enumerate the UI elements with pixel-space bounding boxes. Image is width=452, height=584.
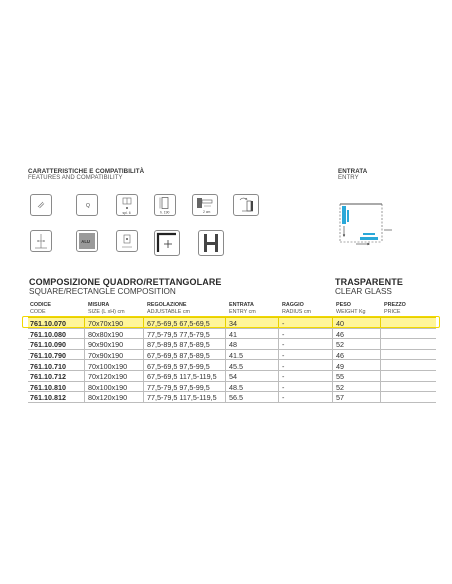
cell-code: 761.10.090 <box>30 340 66 350</box>
col-code-sub: CODE <box>30 308 46 315</box>
cell-radius: - <box>282 350 285 360</box>
cell-radius: - <box>282 393 285 403</box>
table-row <box>28 349 436 360</box>
cell-weight: 52 <box>336 382 344 392</box>
table-row <box>28 391 436 402</box>
cell-size: 90x90x190 <box>88 340 124 350</box>
cell-entry: 45.5 <box>229 361 243 371</box>
square-icon-label: Q <box>86 203 90 209</box>
cell-entry: 34 <box>229 319 237 329</box>
composition-table <box>28 302 436 403</box>
table-row <box>28 317 436 328</box>
cell-adjust: 67,5-69,5 117,5-119,5 <box>147 372 217 382</box>
col-size-header: MISURA <box>88 302 110 308</box>
col-size-sub: SIZE (L xH) cm <box>88 308 125 315</box>
col-weight-header: PESO <box>336 302 351 308</box>
col-adjust-header: REGOLAZIONE <box>147 302 187 308</box>
cell-code: 761.10.790 <box>30 350 66 360</box>
col-entry-header: ENTRATA <box>229 302 254 308</box>
mm6-icon-label: spl. 6 <box>122 211 131 215</box>
table-row <box>28 359 436 370</box>
table-row <box>28 370 436 381</box>
cell-size: 70x90x190 <box>88 350 124 360</box>
handle-icon <box>116 230 138 252</box>
cell-code: 761.10.812 <box>30 393 66 403</box>
col-price-header: PREZZO <box>384 302 406 308</box>
entry-subtitle: ENTRY <box>338 175 359 181</box>
cell-adjust: 77,5-79,5 77,5-79,5 <box>147 329 210 339</box>
cell-entry: 56.5 <box>229 393 243 403</box>
glass-subtitle: CLEAR GLASS <box>335 287 392 296</box>
cell-code: 761.10.070 <box>30 319 66 329</box>
cell-size: 70x70x190 <box>88 319 124 329</box>
cell-entry: 41 <box>229 329 237 339</box>
composition-subtitle: SQUARE/RECTANGLE COMPOSITION <box>29 287 176 296</box>
cell-adjust: 87,5-89,5 87,5-89,5 <box>147 340 210 350</box>
sliding-door-icon <box>30 230 52 252</box>
col-radius-header: RAGGIO <box>282 302 304 308</box>
cell-entry: 54 <box>229 372 237 382</box>
col-weight-sub: WEIGHT Kg <box>336 308 366 315</box>
cell-weight: 57 <box>336 393 344 403</box>
cell-radius: - <box>282 340 285 350</box>
cell-weight: 40 <box>336 319 344 329</box>
reversible-icon <box>233 194 259 216</box>
profile2cm-icon <box>192 194 218 216</box>
cell-code: 761.10.810 <box>30 382 66 392</box>
table-row <box>28 328 436 339</box>
cell-adjust: 77,5-79,5 97,5-99,5 <box>147 382 210 392</box>
cell-weight: 46 <box>336 329 344 339</box>
cell-code: 761.10.080 <box>30 329 66 339</box>
profile2cm-icon-label: 2 cm <box>203 210 211 214</box>
cell-code: 761.10.712 <box>30 372 66 382</box>
alu-icon-label: ALU <box>81 239 90 244</box>
table-header <box>28 302 436 317</box>
cell-radius: - <box>282 372 285 382</box>
cell-weight: 46 <box>336 350 344 360</box>
alu-icon <box>76 230 98 252</box>
table-row <box>28 338 436 349</box>
cell-size: 80x80x190 <box>88 329 124 339</box>
square-icon <box>76 194 98 216</box>
col-entry-sub: ENTRY cm <box>229 308 256 315</box>
cell-size: 80x100x190 <box>88 382 128 392</box>
features-title: CARATTERISTICHE E COMPATIBILITÀ <box>28 168 145 175</box>
cell-entry: 41.5 <box>229 350 243 360</box>
cell-size: 70x120x190 <box>88 372 128 382</box>
cell-radius: - <box>282 329 285 339</box>
entry-title: ENTRATA <box>338 168 368 175</box>
cell-adjust: 67,5-69,5 67,5-69,5 <box>147 319 210 329</box>
cell-weight: 52 <box>336 340 344 350</box>
cell-size: 70x100x190 <box>88 361 128 371</box>
cell-radius: - <box>282 361 285 371</box>
cell-adjust: 67,5-69,5 97,5-99,5 <box>147 361 210 371</box>
height190-icon <box>154 194 176 216</box>
col-radius-sub: RADIUS cm <box>282 308 312 315</box>
cell-adjust: 77,5-79,5 117,5-119,5 <box>147 393 217 403</box>
cell-entry: 48.5 <box>229 382 243 392</box>
cell-adjust: 67,5-69,5 87,5-89,5 <box>147 350 210 360</box>
col-code-header: CODICE <box>30 302 51 308</box>
mm6-icon <box>116 194 138 216</box>
cell-radius: - <box>282 382 285 392</box>
height190-icon-label: h. 190 <box>160 210 170 215</box>
cell-size: 80x120x190 <box>88 393 128 403</box>
cell-radius: - <box>282 319 285 329</box>
composition-title: COMPOSIZIONE QUADRO/RETTANGOLARE <box>29 277 222 287</box>
corner-plus-icon <box>154 230 180 256</box>
col-adjust-sub: ADJUSTABLE cm <box>147 308 191 315</box>
entry-diagram <box>330 196 410 252</box>
cell-entry: 48 <box>229 340 237 350</box>
cell-code: 761.10.710 <box>30 361 66 371</box>
table-row <box>28 381 436 392</box>
cell-weight: 49 <box>336 361 344 371</box>
glass-title: TRASPARENTE <box>335 277 403 287</box>
clamp-icon <box>198 230 224 256</box>
features-subtitle: FEATURES AND COMPATIBILITY <box>28 175 123 181</box>
glass-icon <box>30 194 52 216</box>
col-price-sub: PRICE <box>384 308 401 315</box>
cell-weight: 55 <box>336 372 344 382</box>
